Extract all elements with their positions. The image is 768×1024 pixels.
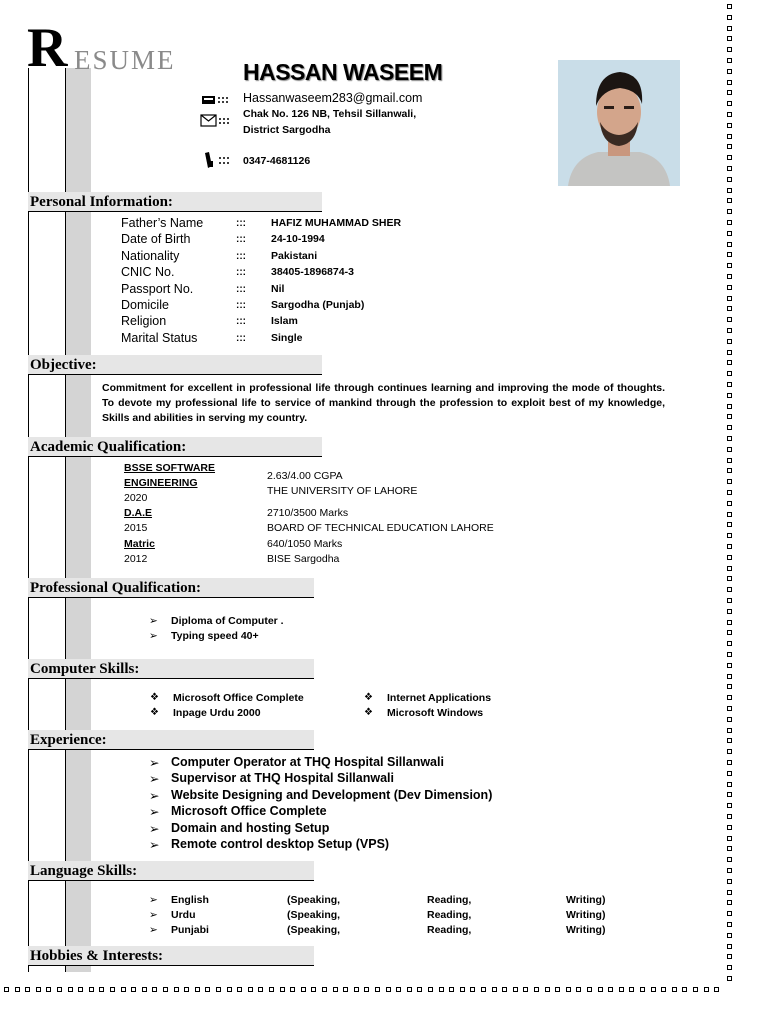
border-square: [258, 987, 263, 992]
border-square: [727, 306, 732, 311]
arrow-bullet-icon: ➢: [149, 756, 160, 770]
border-square: [727, 155, 732, 160]
border-square: [727, 900, 732, 905]
border-square: [727, 317, 732, 322]
border-square: [248, 987, 253, 992]
border-square: [46, 987, 51, 992]
border-square: [727, 404, 732, 409]
border-square: [727, 512, 732, 517]
computer-skill-item: Inpage Urdu 2000: [173, 707, 261, 719]
personal-label: Domicile: [121, 298, 169, 312]
border-square: [714, 987, 719, 992]
border-square: [727, 544, 732, 549]
border-square: [481, 987, 486, 992]
border-square: [727, 933, 732, 938]
border-square: [727, 252, 732, 257]
section-objective: Objective:: [28, 355, 322, 375]
computer-skill-item: Microsoft Office Complete: [173, 692, 304, 704]
address-line2: District Sargodha: [243, 124, 331, 136]
border-square: [727, 177, 732, 182]
personal-label: Date of Birth: [121, 232, 191, 247]
language-name: Punjabi: [171, 924, 209, 936]
border-square: [727, 857, 732, 862]
section-experience: Experience:: [28, 730, 314, 750]
personal-value: Single: [271, 331, 303, 344]
section-hobbies-interests: Hobbies & Interests:: [28, 946, 314, 966]
arrow-bullet-icon: ➢: [149, 805, 160, 820]
border-square: [534, 987, 539, 992]
border-square: [727, 112, 732, 117]
degree-1-result: 2.63/4.00 CGPA: [267, 470, 343, 482]
border-square: [727, 771, 732, 776]
address-line1: Chak No. 126 NB, Tehsil Sillanwali,: [243, 108, 417, 120]
border-square: [576, 987, 581, 992]
border-square: [727, 4, 732, 9]
border-square: [727, 641, 732, 646]
personal-separator: :::: [236, 267, 246, 279]
computer-skill-item: Microsoft Windows: [387, 707, 484, 719]
border-square: [727, 522, 732, 527]
border-square: [727, 80, 732, 85]
border-square: [407, 987, 412, 992]
language-name: Urdu: [171, 909, 196, 921]
degree-1-title-line1: BSSE SOFTWARE: [124, 462, 216, 474]
border-square: [727, 706, 732, 711]
border-square: [727, 47, 732, 52]
diamond-bullet-icon: ❖: [150, 707, 159, 718]
resume-heading: ESUME: [74, 45, 176, 75]
personal-separator: :::: [236, 234, 246, 246]
border-square: [727, 922, 732, 927]
border-square: [727, 890, 732, 895]
personal-label: CNIC No.: [121, 265, 175, 280]
border-square: [727, 425, 732, 430]
border-square: [727, 371, 732, 376]
border-square: [727, 231, 732, 236]
border-square: [727, 684, 732, 689]
language-writing: Writing): [566, 924, 606, 936]
personal-value: Islam: [271, 315, 298, 328]
border-square: [727, 382, 732, 387]
border-square: [227, 987, 232, 992]
candidate-name: HASSAN WASEEM: [243, 59, 443, 85]
degree-3-institution: BISE Sargodha: [267, 553, 340, 565]
border-square: [417, 987, 422, 992]
phone-number: 0347-4681126: [243, 155, 311, 167]
border-square: [322, 987, 327, 992]
arrow-bullet-icon: ➢: [149, 615, 158, 627]
border-square: [57, 987, 62, 992]
border-square: [727, 738, 732, 743]
border-square: [727, 490, 732, 495]
border-square: [727, 144, 732, 149]
border-square: [36, 987, 41, 992]
border-square: [195, 987, 200, 992]
border-square: [290, 987, 295, 992]
border-square: [727, 26, 732, 31]
experience-item: Website Designing and Development (Dev Dimension): [171, 787, 493, 802]
personal-label: Nationality: [121, 248, 180, 263]
arrow-bullet-icon: ➢: [149, 838, 160, 852]
arrow-bullet-icon: ➢: [149, 821, 160, 836]
computer-skill-item: Internet Applications: [387, 692, 492, 704]
border-square: [174, 987, 179, 992]
border-square: [727, 620, 732, 625]
border-square: [727, 652, 732, 657]
border-square: [15, 987, 20, 992]
border-square: [311, 987, 316, 992]
border-square: [727, 166, 732, 171]
border-square: [727, 609, 732, 614]
border-square: [4, 987, 9, 992]
professional-item: Diploma of Computer .: [171, 615, 284, 627]
border-square: [727, 879, 732, 884]
personal-separator: :::: [236, 300, 246, 311]
objective-text: Commitment for excellent in professional life through continues learning and improving the mode of thoughts. To devote my professional life to service of mankind through the profession to exploit best of my knowledge, Skills and abilities in serving my country.: [102, 382, 665, 424]
border-square: [184, 987, 189, 992]
border-square: [727, 825, 732, 830]
personal-label: Marital Status: [121, 330, 198, 345]
border-square: [693, 987, 698, 992]
degree-2-institution: BOARD OF TECHNICAL EDUCATION LAHORE: [267, 522, 494, 534]
border-square: [727, 760, 732, 765]
border-square: [727, 814, 732, 819]
border-square: [727, 360, 732, 365]
border-square: [727, 663, 732, 668]
degree-3-title: Matric: [124, 538, 155, 550]
border-square: [727, 220, 732, 225]
border-square: [727, 274, 732, 279]
border-square: [727, 717, 732, 722]
border-square: [727, 479, 732, 484]
personal-label: Religion: [121, 314, 167, 329]
arrow-bullet-icon: ➢: [149, 909, 158, 921]
border-square: [301, 987, 306, 992]
personal-value: Pakistani: [271, 249, 318, 262]
border-square: [727, 134, 732, 139]
border-square: [704, 987, 709, 992]
border-square: [727, 468, 732, 473]
profile-photo: [558, 60, 680, 186]
border-square: [727, 728, 732, 733]
border-square: [727, 339, 732, 344]
border-square: [566, 987, 571, 992]
border-square: [470, 987, 475, 992]
border-square: [727, 350, 732, 355]
border-square: [587, 987, 592, 992]
border-square: [110, 987, 115, 992]
border-square: [727, 598, 732, 603]
border-square: [727, 674, 732, 679]
experience-item: Computer Operator at THQ Hospital Sillanwali: [171, 755, 444, 769]
border-square: [672, 987, 677, 992]
phone-icon: [202, 151, 230, 169]
personal-separator: :::: [236, 250, 246, 262]
border-square: [727, 695, 732, 700]
border-square: [727, 533, 732, 538]
border-square: [598, 987, 603, 992]
section-language-skills: Language Skills:: [28, 861, 314, 881]
border-square: [216, 987, 221, 992]
border-square: [727, 393, 732, 398]
border-square: [727, 587, 732, 592]
experience-item: Remote control desktop Setup (VPS): [171, 837, 390, 851]
border-square: [651, 987, 656, 992]
personal-label: Father’s Name: [121, 216, 204, 230]
border-square: [682, 987, 687, 992]
degree-3-result: 640/1050 Marks: [267, 538, 343, 550]
border-square: [727, 944, 732, 949]
border-square: [727, 749, 732, 754]
border-square: [25, 987, 30, 992]
border-square: [727, 566, 732, 571]
border-square: [727, 954, 732, 959]
language-writing: Writing): [566, 894, 606, 906]
border-square: [142, 987, 147, 992]
border-square: [727, 447, 732, 452]
personal-value: Nil: [271, 282, 285, 295]
language-speaking: (Speaking,: [287, 909, 341, 921]
border-square: [727, 803, 732, 808]
border-square: [269, 987, 274, 992]
section-computer-skills: Computer Skills:: [28, 659, 314, 679]
border-square: [727, 630, 732, 635]
border-square: [608, 987, 613, 992]
border-square: [386, 987, 391, 992]
diamond-bullet-icon: ❖: [364, 707, 373, 718]
arrow-bullet-icon: ➢: [149, 788, 160, 803]
diamond-bullet-icon: ❖: [150, 692, 159, 703]
border-square: [727, 188, 732, 193]
section-academic-qualification: Academic Qualification:: [28, 437, 322, 457]
degree-1-year: 2020: [124, 492, 148, 504]
envelope-icon: [200, 114, 230, 128]
degree-3-year: 2012: [124, 553, 148, 565]
border-square: [727, 90, 732, 95]
border-square: [396, 987, 401, 992]
experience-item: Domain and hosting Setup: [171, 820, 330, 835]
border-square: [727, 198, 732, 203]
border-square: [727, 458, 732, 463]
border-square: [343, 987, 348, 992]
border-square: [727, 836, 732, 841]
resume-initial: R: [27, 17, 68, 79]
border-square: [439, 987, 444, 992]
border-square: [727, 296, 732, 301]
border-square: [513, 987, 518, 992]
section-professional-qualification: Professional Qualification:: [28, 578, 314, 598]
border-square: [555, 987, 560, 992]
border-square: [727, 414, 732, 419]
personal-value: 24-10-1994: [271, 233, 325, 246]
arrow-bullet-icon: ➢: [149, 772, 160, 787]
border-square: [99, 987, 104, 992]
border-square: [727, 69, 732, 74]
border-square: [727, 782, 732, 787]
border-square: [727, 36, 732, 41]
border-square: [460, 987, 465, 992]
border-square: [121, 987, 126, 992]
diamond-bullet-icon: ❖: [364, 692, 373, 703]
border-square: [727, 792, 732, 797]
border-square: [131, 987, 136, 992]
border-square: [727, 868, 732, 873]
language-reading: Reading,: [427, 924, 472, 936]
border-square: [727, 263, 732, 268]
experience-item: Microsoft Office Complete: [171, 804, 327, 819]
border-square: [492, 987, 497, 992]
email-address: Hassanwaseem283@gmail.com: [243, 91, 423, 105]
border-square: [354, 987, 359, 992]
degree-2-result: 2710/3500 Marks: [267, 507, 349, 519]
professional-item: Typing speed 40+: [171, 630, 259, 642]
border-square: [428, 987, 433, 992]
border-square: [727, 123, 732, 128]
degree-2-year: 2015: [124, 522, 148, 534]
border-square: [727, 328, 732, 333]
border-square: [727, 965, 732, 970]
border-square: [727, 911, 732, 916]
arrow-bullet-icon: ➢: [149, 894, 158, 906]
language-name: English: [171, 894, 209, 906]
degree-1-title-line2: ENGINEERING: [124, 477, 198, 489]
language-speaking: (Speaking,: [287, 894, 341, 906]
arrow-bullet-icon: ➢: [149, 924, 158, 936]
personal-separator: :::: [236, 332, 246, 344]
border-square: [333, 987, 338, 992]
language-reading: Reading,: [427, 894, 472, 906]
border-square: [68, 987, 73, 992]
language-speaking: (Speaking,: [287, 924, 341, 936]
border-square: [727, 101, 732, 106]
border-square: [375, 987, 380, 992]
border-square: [502, 987, 507, 992]
border-square: [727, 576, 732, 581]
border-square: [727, 976, 732, 981]
border-square: [661, 987, 666, 992]
email-icon: [201, 93, 229, 105]
personal-separator: :::: [236, 283, 246, 295]
experience-item: Supervisor at THQ Hospital Sillanwali: [171, 771, 394, 786]
border-square: [237, 987, 242, 992]
border-square: [152, 987, 157, 992]
border-square: [364, 987, 369, 992]
border-square: [727, 436, 732, 441]
border-square: [280, 987, 285, 992]
border-square: [727, 15, 732, 20]
language-reading: Reading,: [427, 909, 472, 921]
border-square: [727, 285, 732, 290]
border-square: [449, 987, 454, 992]
border-square: [523, 987, 528, 992]
border-square: [727, 501, 732, 506]
border-square: [727, 58, 732, 63]
section-personal-information: Personal Information:: [28, 192, 322, 212]
border-square: [640, 987, 645, 992]
border-square: [163, 987, 168, 992]
degree-1-institution: THE UNIVERSITY OF LAHORE: [267, 485, 418, 497]
personal-value: HAFIZ MUHAMMAD SHER: [271, 217, 402, 229]
personal-separator: :::: [236, 316, 246, 328]
arrow-bullet-icon: ➢: [149, 630, 158, 642]
border-square: [78, 987, 83, 992]
personal-label: Passport No.: [121, 281, 194, 296]
border-square: [727, 846, 732, 851]
personal-value: Sargodha (Punjab): [271, 299, 365, 311]
border-square: [89, 987, 94, 992]
border-square: [727, 555, 732, 560]
personal-value: 38405-1896874-3: [271, 266, 354, 279]
border-square: [629, 987, 634, 992]
border-square: [545, 987, 550, 992]
personal-separator: :::: [236, 218, 246, 229]
border-square: [619, 987, 624, 992]
language-writing: Writing): [566, 909, 606, 921]
border-square: [205, 987, 210, 992]
degree-2-title: D.A.E: [124, 507, 153, 519]
border-square: [727, 242, 732, 247]
border-square: [727, 209, 732, 214]
